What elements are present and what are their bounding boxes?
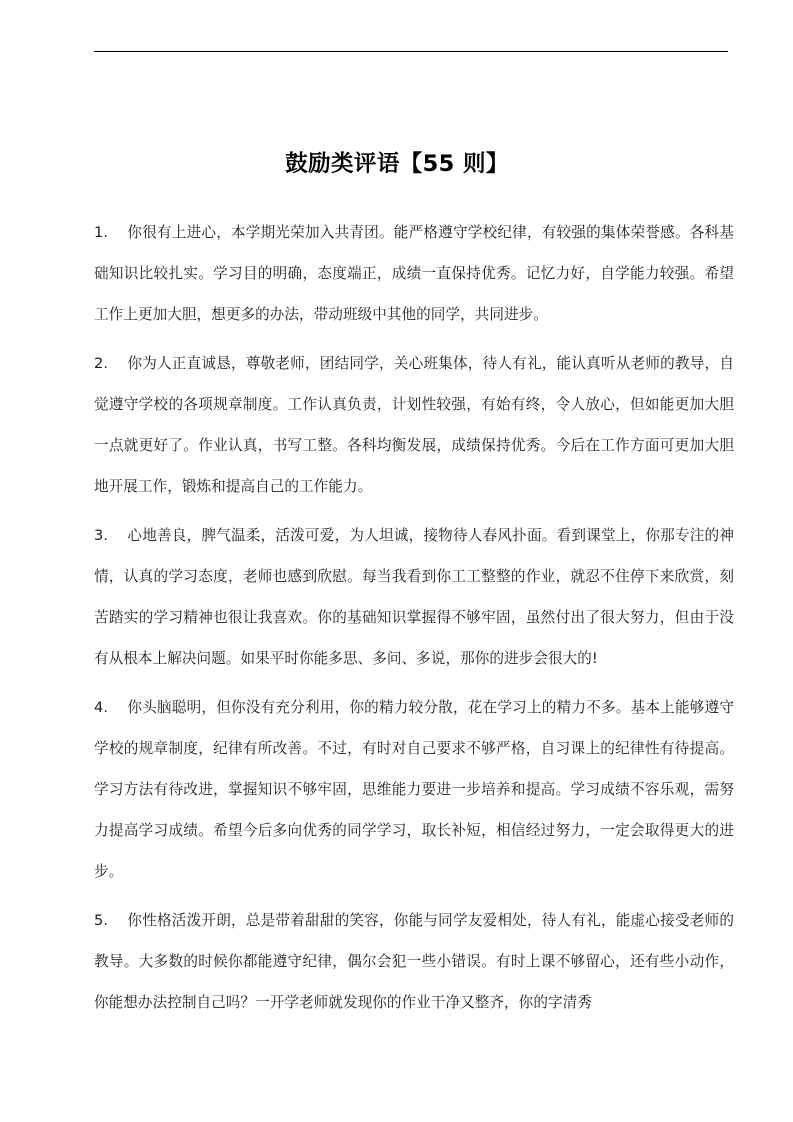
paragraph-text-5: 你性格活泼开朗，总是带着甜甜的笑容，你能与同学友爱相处，待人有礼，能虚心接受老师的教导。大多数的时候你都能遵守纪律，偶尔会犯一些小错误。有时上课不够留心，还有些小动作，你能想办法控制自己吗？一开学老师就发现你的作业干净又整齐，你的字清秀 [94, 912, 734, 1011]
paragraph-text-1: 你很有上进心，本学期光荣加入共青团。能严格遵守学校纪律，有较强的集体荣誉感。各科基础知识比较扎实。学习目的明确，态度端正，成绩一直保持优秀。记忆力好，自学能力较强。希望工作上更加大胆，想更多的办法，带动班级中其他的同学，共同进步。 [94, 224, 734, 323]
paragraph-text-3: 心地善良，脾气温柔，活泼可爱，为人坦诚，接物待人春风扑面。看到课堂上，你那专注的神情，认真的学习态度，老师也感到欣慰。每当我看到你工工整整的作业，就忍不住停下来欣赏，刻苦踏实的学习精神也很让我喜欢。你的基础知识掌握得不够牢固，虽然付出了很大努力，但由于没有从根本上解决问题。如果平时你能多思、多问、多说，那你的进步会很大的! [94, 527, 734, 667]
paragraph-number-2: 2. [94, 355, 123, 372]
paragraph-item-2 [94, 343, 734, 507]
paragraph-number-1: 1. [94, 224, 123, 241]
page-title: 鼓励类评语【55 则】 [285, 151, 509, 177]
paragraph-item-4 [94, 687, 734, 892]
header-divider-rule [94, 51, 728, 52]
paragraph-item-1 [94, 212, 734, 335]
paragraph-number-4: 4. [94, 699, 123, 716]
paragraph-number-3: 3. [94, 527, 123, 544]
page-header [0, 0, 793, 56]
paragraph-number-5: 5. [94, 912, 123, 929]
document-content [94, 56, 734, 1011]
paragraph-item-5 [94, 900, 734, 1023]
paragraph-text-2: 你为人正直诚恳，尊敬老师，团结同学，关心班集体，待人有礼，能认真听从老师的教导，自觉遵守学校的各项规章制度。工作认真负责，计划性较强，有始有终，令人放心，但如能更加大胆一点就更好了。作业认真，书写工整。各科均衡发展，成绩保持优秀。今后在工作方面可更加大胆地开展工作，锻炼和提高自己的工作能力。 [94, 355, 734, 495]
paragraph-list [94, 212, 734, 1023]
paragraph-text-4: 你头脑聪明，但你没有充分利用，你的精力较分散，花在学习上的精力不多。基本上能够遵守学校的规章制度，纪律有所改善。不过，有时对自己要求不够严格，自习课上的纪律性有待提高。学习方法有待改进，掌握知识不够牢固，思维能力要进一步培养和提高。学习成绩不容乐观，需努力提高学习成绩。希望今后多向优秀的同学学习，取长补短，相信经过努力，一定会取得更大的进步。 [94, 699, 734, 880]
paragraph-item-3 [94, 515, 734, 679]
